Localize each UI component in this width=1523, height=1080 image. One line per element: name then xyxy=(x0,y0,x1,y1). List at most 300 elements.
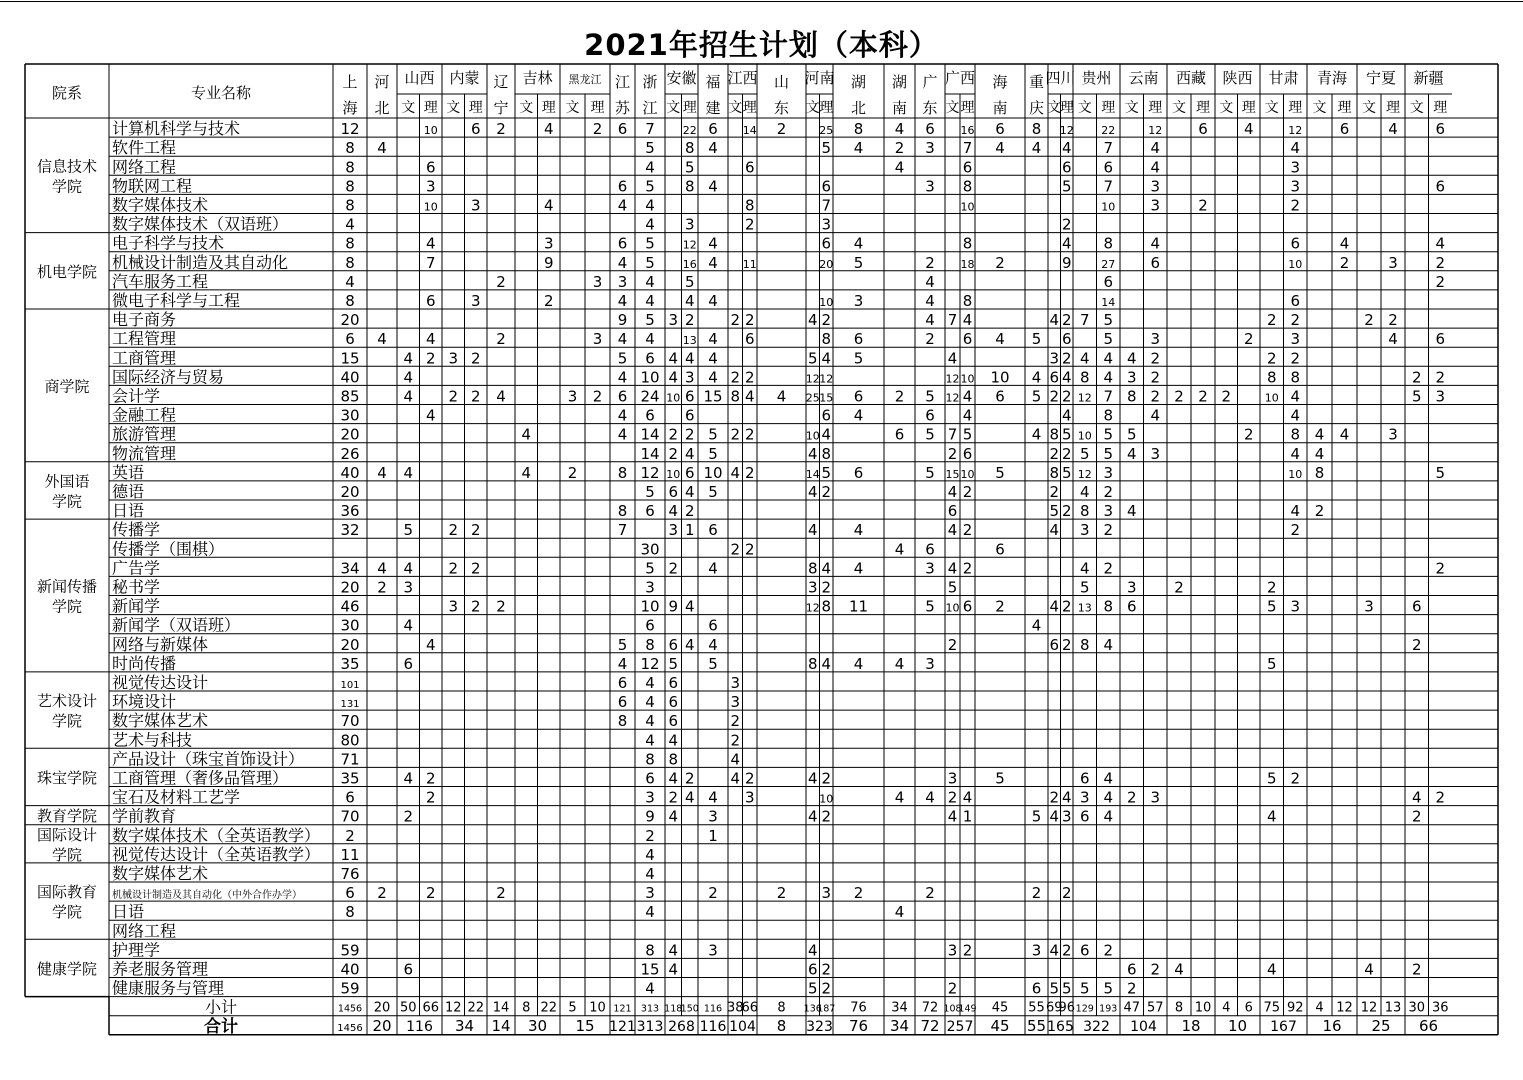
cell-value: 11 xyxy=(340,845,360,864)
subtotal-value: 12 xyxy=(444,1000,462,1016)
cell-value: 4 xyxy=(962,406,973,425)
cell-value: 2 xyxy=(995,253,1005,272)
cell-value: 2 xyxy=(1435,559,1446,578)
cell-value: 4 xyxy=(1290,139,1301,158)
cell-value: 6 xyxy=(345,330,355,349)
major-name: 软件工程 xyxy=(112,138,177,158)
cell-value: 4 xyxy=(1049,807,1060,826)
dept-name: 珠宝学院 xyxy=(36,768,98,787)
cell-value: 35 xyxy=(340,769,360,788)
cell-value: 4 xyxy=(617,406,628,425)
cell-value: 2 xyxy=(853,884,864,903)
cell-value: 4 xyxy=(1061,139,1072,158)
sub-label-wen: 文 xyxy=(1264,100,1279,116)
cell-value: 20 xyxy=(819,257,834,271)
cell-value: 2 xyxy=(1435,788,1446,807)
major-name: 产品设计（珠宝首饰设计） xyxy=(112,749,305,769)
province-header-5: 吉林 xyxy=(522,69,553,87)
cell-value: 10 xyxy=(945,601,960,615)
cell-value: 46 xyxy=(340,597,360,616)
cell-value: 2 xyxy=(1031,884,1042,903)
cell-value: 6 xyxy=(668,635,679,654)
subtotal-value: 38 xyxy=(726,1000,744,1016)
cell-value: 2 xyxy=(668,788,679,807)
subtotal-value: 129 xyxy=(1075,1003,1094,1015)
cell-value: 10 xyxy=(423,200,438,214)
cell-value: 5 xyxy=(684,158,695,177)
major-name: 秘书学 xyxy=(112,577,161,597)
cell-value: 4 xyxy=(645,272,655,291)
cell-value: 3 xyxy=(1290,158,1301,177)
cell-value: 6 xyxy=(617,120,628,139)
cell-value: 3 xyxy=(448,597,459,616)
cell-value: 3 xyxy=(853,292,864,310)
cell-value: 2 xyxy=(1150,368,1161,387)
major-name: 时尚传播 xyxy=(112,653,177,673)
cell-value: 5 xyxy=(403,521,414,540)
dept-name: 教育学院 xyxy=(36,807,98,826)
cell-value: 8 xyxy=(1290,368,1301,387)
cell-value: 4 xyxy=(645,731,655,750)
cell-value: 18 xyxy=(960,257,975,271)
cell-value: 12 xyxy=(682,238,697,252)
cell-value: 4 xyxy=(645,158,655,177)
cell-value: 2 xyxy=(1243,330,1254,349)
subtotal-value: 22 xyxy=(540,1000,558,1016)
cell-value: 2 xyxy=(962,483,973,501)
sub-label-li: 理 xyxy=(1288,100,1303,116)
cell-value: 3 xyxy=(645,578,655,597)
cell-value: 4 xyxy=(807,483,818,501)
cell-value: 8 xyxy=(1290,425,1301,444)
cell-value: 2 xyxy=(744,463,755,482)
cell-value: 5 xyxy=(853,253,864,272)
province-header-21: 贵州 xyxy=(1081,69,1112,87)
cell-value: 4 xyxy=(684,788,695,807)
cell-value: 6 xyxy=(853,387,864,406)
cell-value: 9 xyxy=(1061,253,1072,272)
cell-value: 6 xyxy=(345,788,355,807)
cell-value: 76 xyxy=(340,865,360,883)
sub-label-li: 理 xyxy=(590,100,605,116)
province-header-19: 重 xyxy=(1028,73,1045,91)
cell-value: 2 xyxy=(821,483,832,501)
cell-value: 4 xyxy=(668,368,679,387)
cell-value: 2 xyxy=(425,884,436,903)
dept-name: 外国语 xyxy=(44,472,90,491)
cell-value: 2 xyxy=(470,349,481,368)
cell-value: 2 xyxy=(925,330,935,349)
province-header-0: 海 xyxy=(342,99,358,117)
total-value: 167 xyxy=(1270,1018,1297,1035)
sub-label-wen: 文 xyxy=(1362,100,1376,116)
subtotal-label: 小计 xyxy=(204,997,238,1017)
cell-value: 4 xyxy=(947,349,958,368)
subtotal-value: 10 xyxy=(589,1000,606,1016)
cell-value: 5 xyxy=(1031,387,1042,406)
major-name: 艺术与科技 xyxy=(112,730,193,750)
cell-value: 4 xyxy=(645,330,655,349)
subtotal-value: 75 xyxy=(1263,1000,1281,1016)
cell-value: 2 xyxy=(668,425,679,444)
cell-value: 4 xyxy=(776,387,787,406)
cell-value: 2 xyxy=(448,387,459,406)
cell-value: 2 xyxy=(962,521,973,540)
cell-value: 2 xyxy=(377,578,387,597)
cell-value: 2 xyxy=(425,349,436,368)
cell-value: 3 xyxy=(668,311,679,330)
cell-value: 6 xyxy=(1079,769,1090,788)
cell-value: 9 xyxy=(543,253,554,272)
cell-value: 4 xyxy=(1126,444,1137,463)
cell-value: 8 xyxy=(1031,120,1042,139)
cell-value: 16 xyxy=(960,124,975,138)
cell-value: 6 xyxy=(645,406,655,425)
sub-label-wen: 文 xyxy=(446,100,461,116)
cell-value: 4 xyxy=(403,368,414,387)
subtotal-value: 96 xyxy=(1058,1000,1076,1016)
cell-value: 2 xyxy=(1411,635,1422,654)
cell-value: 5 xyxy=(645,311,655,330)
cell-value: 4 xyxy=(894,540,905,559)
subtotal-value: 5 xyxy=(568,1000,577,1016)
total-value: 72 xyxy=(920,1016,940,1035)
total-value: 30 xyxy=(527,1016,548,1035)
total-value: 34 xyxy=(889,1016,910,1035)
cell-value: 10 xyxy=(960,372,975,386)
subtotal-value: 45 xyxy=(991,1000,1009,1016)
cell-value: 4 xyxy=(1290,406,1301,425)
cell-value: 13 xyxy=(682,334,697,348)
cell-value: 4 xyxy=(425,406,436,425)
cell-value: 4 xyxy=(403,387,414,406)
cell-value: 12 xyxy=(1288,124,1303,138)
subtotal-value: 76 xyxy=(850,1000,867,1016)
major-name: 养老服务管理 xyxy=(112,959,209,979)
cell-value: 59 xyxy=(340,979,360,998)
cell-value: 6 xyxy=(1435,330,1446,349)
dept-name: 信息技术 xyxy=(36,157,98,176)
cell-value: 2 xyxy=(1290,349,1301,368)
cell-value: 4 xyxy=(1031,616,1042,635)
cell-value: 4 xyxy=(730,750,741,769)
cell-value: 4 xyxy=(645,292,655,310)
cell-value: 8 xyxy=(821,444,832,463)
cell-value: 3 xyxy=(1150,196,1161,215)
province-header-28: 新疆 xyxy=(1413,69,1444,87)
cell-value: 2 xyxy=(1049,483,1060,501)
cell-value: 5 xyxy=(1103,425,1114,444)
cell-value: 6 xyxy=(995,540,1005,559)
total-value: 55 xyxy=(1026,1016,1047,1035)
subtotal-value: 4 xyxy=(1222,1000,1231,1016)
cell-value: 32 xyxy=(340,521,360,540)
province-header-1: 北 xyxy=(374,99,390,117)
cell-value: 2 xyxy=(1103,483,1114,501)
sub-label-li: 理 xyxy=(1433,100,1448,116)
cell-value: 3 xyxy=(925,177,935,196)
cell-value: 3 xyxy=(1150,330,1161,349)
cell-value: 2 xyxy=(821,578,832,597)
cell-value: 2 xyxy=(1061,215,1072,234)
cell-value: 8 xyxy=(1079,368,1090,387)
cell-value: 2 xyxy=(668,444,679,463)
cell-value: 12 xyxy=(640,463,660,482)
major-name: 汽车服务工程 xyxy=(112,271,209,291)
cell-value: 2 xyxy=(744,215,755,234)
cell-value: 25 xyxy=(805,391,820,405)
sub-label-li: 理 xyxy=(682,100,697,116)
cell-value: 20 xyxy=(340,425,360,444)
cell-value: 3 xyxy=(470,292,481,310)
major-name: 数字媒体艺术 xyxy=(112,864,209,883)
province-header-17: 广西 xyxy=(944,69,976,87)
cell-value: 2 xyxy=(377,884,387,903)
total-value: 323 xyxy=(806,1018,833,1035)
cell-value: 4 xyxy=(1031,139,1042,158)
cell-value: 8 xyxy=(807,654,818,673)
cell-value: 40 xyxy=(340,463,360,482)
cell-value: 2 xyxy=(543,292,554,310)
cell-value: 12 xyxy=(819,372,834,386)
cell-value: 2 xyxy=(684,425,695,444)
cell-value: 14 xyxy=(640,444,660,463)
cell-value: 8 xyxy=(821,597,832,616)
major-name: 网络工程 xyxy=(112,157,177,177)
cell-value: 15 xyxy=(703,387,723,406)
cell-value: 12 xyxy=(1077,467,1092,481)
cell-value: 3 xyxy=(925,654,935,673)
cell-value: 2 xyxy=(403,807,414,826)
cell-value: 40 xyxy=(340,368,360,387)
sub-label-wen: 文 xyxy=(1219,100,1234,116)
cell-value: 2 xyxy=(894,139,905,158)
major-name: 工商管理（奢侈品管理） xyxy=(112,768,289,788)
cell-value: 3 xyxy=(470,196,481,215)
province-header-6: 黑龙江 xyxy=(568,73,602,86)
cell-value: 5 xyxy=(708,444,718,463)
province-header-1: 河 xyxy=(374,73,390,91)
cell-value: 5 xyxy=(1061,425,1072,444)
cell-value: 20 xyxy=(340,635,360,654)
province-header-16: 东 xyxy=(922,99,938,117)
cell-value: 2 xyxy=(995,597,1005,616)
cell-value: 3 xyxy=(1079,788,1090,807)
cell-value: 4 xyxy=(1049,941,1060,960)
cell-value: 6 xyxy=(1049,368,1060,387)
cell-value: 5 xyxy=(645,139,655,158)
total-value: 8 xyxy=(776,1016,787,1035)
cell-value: 2 xyxy=(345,826,355,845)
cell-value: 3 xyxy=(1435,387,1446,406)
cell-value: 4 xyxy=(668,349,679,368)
cell-value: 4 xyxy=(853,559,864,578)
cell-value: 4 xyxy=(645,979,655,998)
cell-value: 10 xyxy=(819,792,834,806)
sub-label-wen: 文 xyxy=(1409,100,1424,116)
cell-value: 4 xyxy=(617,292,628,310)
major-name: 新闻学 xyxy=(112,596,161,616)
cell-value: 5 xyxy=(807,349,818,368)
cell-value: 3 xyxy=(708,807,718,826)
cell-value: 4 xyxy=(1290,387,1301,406)
subtotal-value: 66 xyxy=(741,1000,759,1016)
cell-value: 3 xyxy=(1061,807,1072,826)
total-value: 66 xyxy=(1418,1016,1439,1035)
cell-value: 8 xyxy=(730,387,741,406)
cell-value: 2 xyxy=(684,311,695,330)
cell-value: 3 xyxy=(821,215,832,234)
cell-value: 4 xyxy=(995,330,1005,349)
cell-value: 27 xyxy=(1101,257,1116,271)
cell-value: 8 xyxy=(645,941,655,960)
cell-value: 4 xyxy=(807,521,818,540)
cell-value: 3 xyxy=(730,674,741,692)
cell-value: 3 xyxy=(425,177,436,196)
sub-label-wen: 文 xyxy=(1047,100,1062,116)
province-header-25: 甘肃 xyxy=(1268,69,1299,87)
cell-value: 4 xyxy=(1103,769,1114,788)
cell-value: 6 xyxy=(668,693,679,712)
cell-value: 2 xyxy=(645,826,655,845)
cell-value: 4 xyxy=(1243,120,1254,139)
cell-value: 2 xyxy=(425,788,436,807)
major-name: 数字媒体艺术 xyxy=(112,711,209,731)
cell-value: 7 xyxy=(425,253,436,272)
cell-value: 2 xyxy=(744,769,755,788)
cell-value: 131 xyxy=(340,699,360,711)
cell-value: 11 xyxy=(742,257,757,271)
cell-value: 4 xyxy=(1411,788,1422,807)
major-name: 工程管理 xyxy=(112,329,177,349)
subtotal-value: 121 xyxy=(613,1003,632,1015)
cell-value: 3 xyxy=(1031,941,1042,960)
cell-value: 4 xyxy=(894,654,905,673)
sub-label-wen: 文 xyxy=(728,100,743,116)
cell-value: 5 xyxy=(1103,311,1114,330)
cell-value: 10 xyxy=(1077,429,1092,443)
cell-value: 7 xyxy=(1079,311,1090,330)
cell-value: 8 xyxy=(645,635,655,654)
cell-value: 4 xyxy=(708,292,718,310)
cell-value: 4 xyxy=(684,635,695,654)
cell-value: 2 xyxy=(1150,387,1161,406)
cell-value: 2 xyxy=(1339,253,1350,272)
cell-value: 8 xyxy=(345,903,355,922)
major-name: 金融工程 xyxy=(112,405,177,425)
cell-value: 4 xyxy=(853,234,864,253)
cell-value: 4 xyxy=(1079,349,1090,368)
cell-value: 2 xyxy=(1411,368,1422,387)
major-name: 环境设计 xyxy=(112,692,177,712)
cell-value: 6 xyxy=(645,349,655,368)
cell-value: 2 xyxy=(1266,349,1277,368)
cell-value: 8 xyxy=(807,559,818,578)
total-value: 25 xyxy=(1371,1016,1391,1035)
cell-value: 2 xyxy=(567,463,578,482)
cell-value: 7 xyxy=(947,425,958,444)
cell-value: 4 xyxy=(521,463,532,482)
subtotal-value: 118 xyxy=(664,1003,683,1015)
cell-value: 8 xyxy=(1049,463,1060,482)
province-header-4: 宁 xyxy=(493,99,509,117)
cell-value: 20 xyxy=(340,578,360,597)
total-value: 14 xyxy=(491,1016,511,1035)
cell-value: 4 xyxy=(1103,368,1114,387)
cell-value: 22 xyxy=(1101,124,1116,138)
cell-value: 2 xyxy=(1061,502,1072,521)
sub-label-wen: 文 xyxy=(1077,100,1092,116)
subtotal-value: 150 xyxy=(680,1003,699,1015)
dept-name: 学院 xyxy=(51,845,83,864)
cell-value: 5 xyxy=(1031,330,1042,349)
cell-value: 2 xyxy=(1049,444,1060,463)
cell-value: 2 xyxy=(592,387,603,406)
total-value: 116 xyxy=(699,1018,727,1035)
cell-value: 3 xyxy=(592,330,603,349)
cell-value: 2 xyxy=(947,979,958,998)
cell-value: 4 xyxy=(668,807,679,826)
province-header-12: 东 xyxy=(773,99,790,117)
cell-value: 3 xyxy=(1126,578,1137,597)
major-name: 传播学（围棋） xyxy=(112,539,225,559)
cell-value: 12 xyxy=(1059,124,1074,138)
major-name: 网络与新媒体 xyxy=(112,634,209,654)
cell-value: 2 xyxy=(470,521,481,540)
cell-value: 7 xyxy=(1103,387,1114,406)
sub-label-wen: 文 xyxy=(519,100,534,116)
cell-value: 5 xyxy=(821,139,832,158)
cell-value: 2 xyxy=(1061,597,1072,616)
cell-value: 5 xyxy=(1266,769,1277,788)
cell-value: 4 xyxy=(1150,158,1161,177)
dept-name: 学院 xyxy=(51,712,83,731)
cell-value: 13 xyxy=(1077,601,1092,615)
cell-value: 1 xyxy=(708,826,718,845)
dept-name: 健康学院 xyxy=(36,959,98,978)
cell-value: 4 xyxy=(645,712,655,731)
cell-value: 2 xyxy=(1061,884,1072,903)
cell-value: 71 xyxy=(340,750,360,769)
cell-value: 6 xyxy=(425,158,436,177)
cell-value: 4 xyxy=(377,559,387,578)
cell-value: 4 xyxy=(947,521,958,540)
major-name: 德语 xyxy=(112,482,145,501)
cell-value: 5 xyxy=(1103,444,1114,463)
subtotal-value: 8 xyxy=(777,1000,786,1016)
cell-value: 40 xyxy=(340,960,360,979)
cell-value: 2 xyxy=(1061,387,1072,406)
cell-value: 4 xyxy=(645,674,655,692)
cell-value: 4 xyxy=(403,349,414,368)
cell-value: 3 xyxy=(645,884,655,903)
cell-value: 12 xyxy=(340,120,360,139)
cell-value: 3 xyxy=(1150,177,1161,196)
dept-name: 学院 xyxy=(51,492,83,511)
cell-value: 3 xyxy=(1290,177,1301,196)
cell-value: 4 xyxy=(543,196,554,215)
cell-value: 2 xyxy=(947,635,958,654)
sub-label-li: 理 xyxy=(1148,100,1163,116)
cell-value: 4 xyxy=(1290,444,1301,463)
cell-value: 6 xyxy=(684,387,695,406)
province-header-23: 西藏 xyxy=(1175,69,1207,87)
cell-value: 20 xyxy=(340,311,360,330)
subtotal-value: 108 xyxy=(943,1003,962,1015)
cell-value: 4 xyxy=(645,865,655,883)
cell-value: 4 xyxy=(708,368,718,387)
cell-value: 6 xyxy=(807,960,818,979)
